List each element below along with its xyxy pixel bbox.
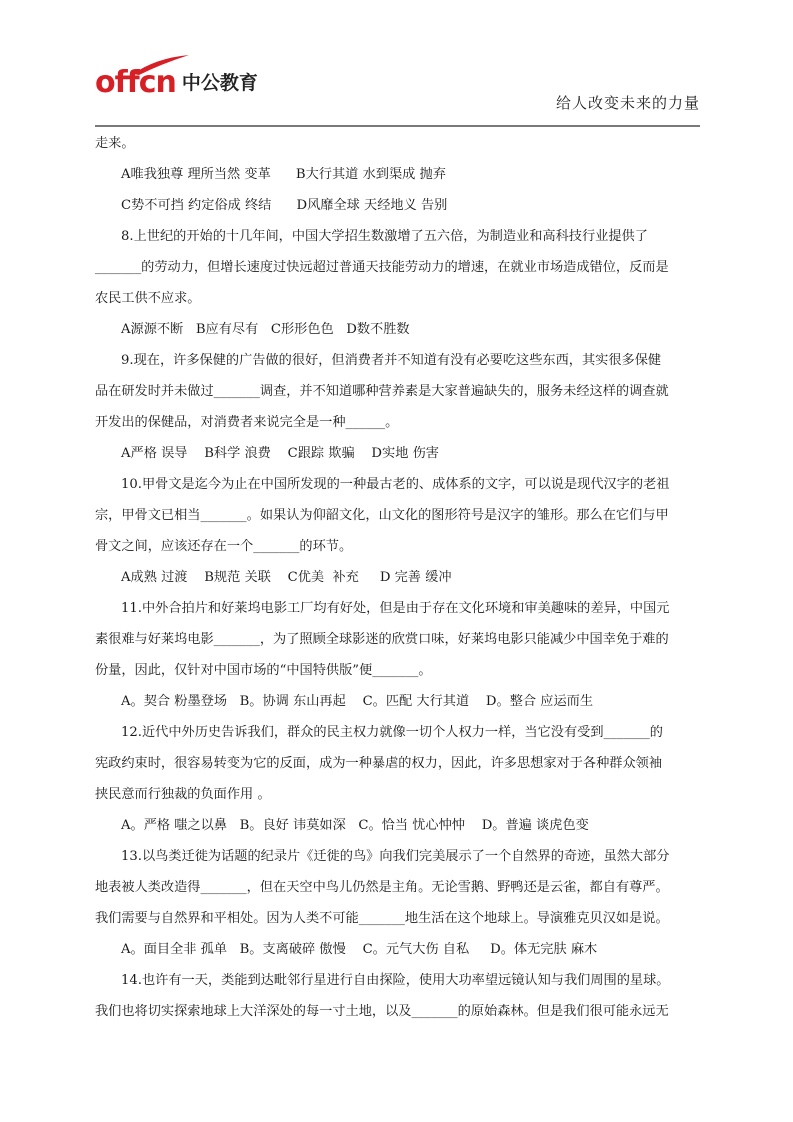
answer-options: A唯我独尊 理所当然 变革 B大行其道 水到渠成 抛弃 <box>121 167 446 182</box>
question-q8 <box>95 221 700 345</box>
answer-options: A源源不断 B应有尽有 C形形色色 D数不胜数 <box>121 322 410 337</box>
page-header <box>95 62 700 128</box>
answer-options: A。契合 粉墨登场 B。协调 东山再起 C。匹配 大行其道 D。整合 应运而生 <box>121 694 594 709</box>
question-text-line: 农民工供不应求。 <box>95 291 201 306</box>
question-text-line: 开发出的保健品，对消费者来说完全是一种______。 <box>95 415 399 430</box>
question-text-line: 宪政约束时，很容易转变为它的反面，成为一种暴虐的权力，因此，许多思想家对于各种群众领袖 <box>95 756 663 771</box>
question-text-line: 份量，因此，仅针对中国市场的“中国特供版”便_______。 <box>95 663 432 678</box>
question-q13 <box>95 841 700 965</box>
question-stem: 9.现在，许多保健的广告做的很好，但消费者并不知道有没有必要吃这些东西，其实很多保健 <box>121 353 662 368</box>
question-stem: 11.中外合拍片和好莱坞电影工厂均有好处，但是由于存在文化环境和审美趣味的差异，中国元 <box>121 601 670 616</box>
question-text-line: 品在研发时并未做过_______调查，并不知道哪种营养素是大家普遍缺失的，服务未经这样的调查就 <box>95 384 669 399</box>
question-q9 <box>95 345 700 469</box>
question-q7-tail <box>95 128 700 221</box>
question-text-line: 骨文之间，应该还存在一个_______的环节。 <box>95 539 353 554</box>
logo-swoosh-icon <box>131 54 191 76</box>
answer-options: A。面目全非 孤单 B。支离破碎 傲慢 C。元气大伤 自私 D。体无完肤 麻木 <box>121 942 598 957</box>
question-stem: 14.也许有一天，类能到达毗邻行星进行自由探险，使用大功率望远镜认知与我们周围的星球。 <box>121 973 670 988</box>
question-q10 <box>95 469 700 593</box>
answer-options: A严格 误导 B科学 浪费 C跟踪 欺骗 D实地 伤害 <box>121 446 439 461</box>
header-divider <box>95 125 700 127</box>
question-text-line: 我们需要与自然界和平相处。因为人类不可能_______地生活在这个地球上。导演雅克贝汉如是说。 <box>95 911 669 926</box>
question-text-line: 素很难与好莱坞电影_______，为了照顾全球影迷的欣赏口味，好莱坞电影只能减少中国幸免于难的 <box>95 632 669 647</box>
question-text-line: 我们也将切实探索地球上大洋深处的每一寸土地，以及_______的原始森林。但是我们很可能永远无 <box>95 1004 669 1019</box>
logo-chinese-name: 中公教育 <box>181 72 258 94</box>
question-stem: 12.近代中外历史告诉我们，群众的民主权力就像一切个人权力一样，当它没有受到_______的 <box>121 725 663 740</box>
question-stem: 13.以鸟类迁徙为话题的纪录片《迁徙的鸟》向我们完美展示了一个自然界的奇迹，虽然大部分 <box>121 849 670 864</box>
question-q14 <box>95 965 700 1027</box>
question-text-line: 宗，甲骨文已相当_______。如果认为仰韶文化，山文化的图形符号是汉字的雏形。那么在它们与甲 <box>95 508 669 523</box>
question-stem: 走来。 <box>95 136 135 151</box>
answer-options: A。严格 嗤之以鼻 B。良好 讳莫如深 C。恰当 忧心忡忡 D。普遍 谈虎色变 <box>121 818 589 833</box>
question-text-line: _______的劳动力，但增长速度过快远超过普通天技能劳动力的增速，在就业市场造成错位，反而是 <box>95 260 669 275</box>
answer-options: A成熟 过渡 B规范 关联 C优美 补充 D 完善 缓冲 <box>121 570 452 585</box>
question-q11 <box>95 593 700 717</box>
question-q12 <box>95 717 700 841</box>
question-stem: 10.甲骨文是迄今为止在中国所发现的一种最古老的、成体系的文字，可以说是现代汉字的老祖 <box>121 477 670 492</box>
question-text-line: 地表被人类改造得_______，但在天空中鸟儿仍然是主角。无论雪鹅、野鸭还是云雀，都自有尊严。 <box>95 880 669 895</box>
logo-wordmark: offcn <box>95 65 176 100</box>
question-text-line: 挟民意而行独裁的负面作用 。 <box>95 787 271 802</box>
offcn-logo <box>95 64 258 98</box>
question-stem: 8.上世纪的开始的十几年间，中国大学招生数激增了五六倍，为制造业和高科技行业提供了 <box>121 229 648 244</box>
slogan: 给人改变未来的力量 <box>555 94 700 112</box>
answer-options: C势不可挡 约定俗成 终结 D风靡全球 天经地义 告别 <box>121 198 448 213</box>
document-body <box>95 128 700 1027</box>
